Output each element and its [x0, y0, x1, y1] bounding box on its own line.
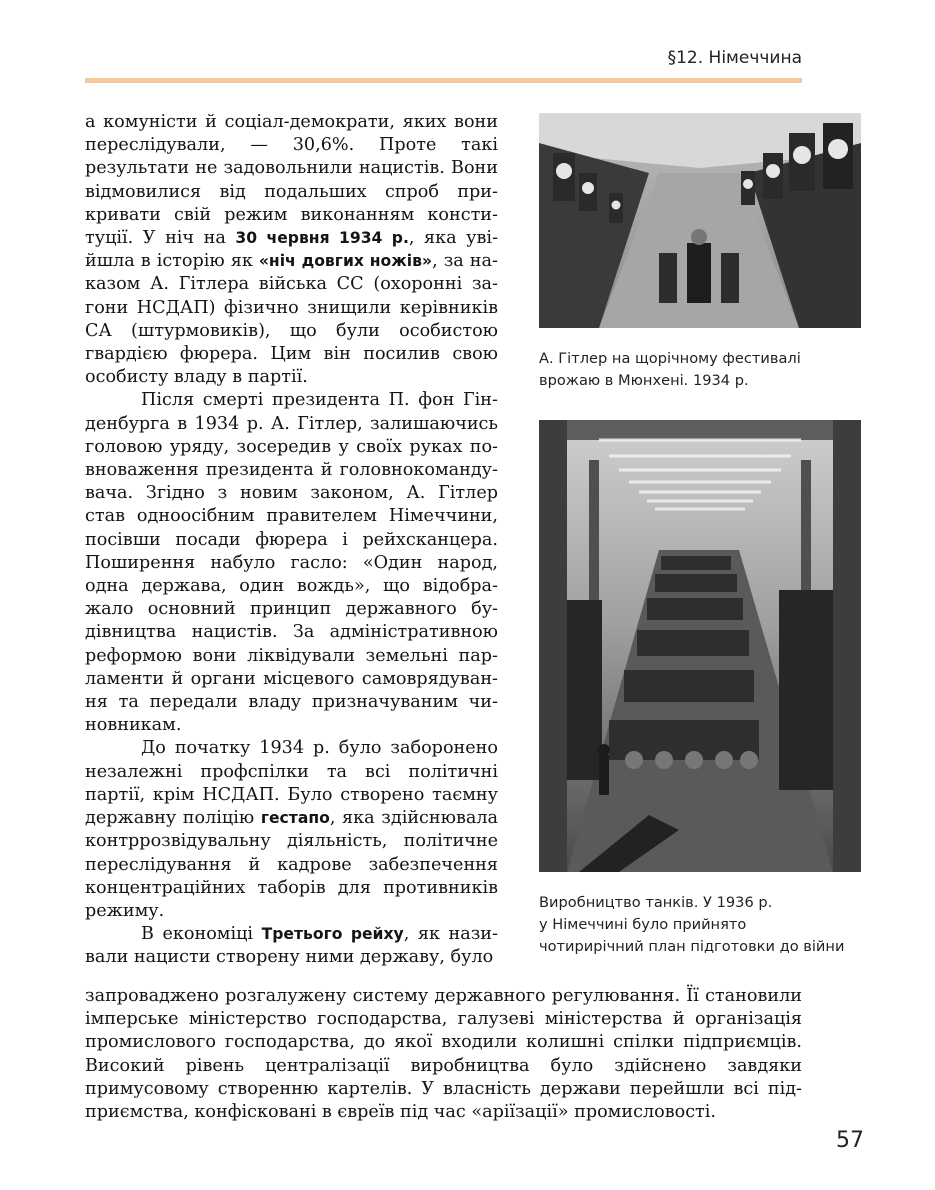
highlight-date: 30 червня 1934 р. — [235, 229, 409, 248]
page-number: 57 — [836, 1128, 864, 1153]
paragraph-1: а комуністи й соціал-демократи, яких вони переслідували, — 30,6%. Проте такі результати не задовольнили нацистів. Вони відмовилися від подальших спроб прикривати свій режим виконанням конституції. У ніч на 30 червня 1934 р., яка увійшла в історію як «ніч довгих ножів», за наказом А. Гітлера війська СС (охоронні загони НСДАП) фізично знищили керівників СА (штурмовиків), що були особистою гвардією фюрера. Цим він посилив свою особисту владу в партії. — [85, 112, 499, 388]
section-header: §12. Німеччина — [667, 48, 802, 68]
highlight-term: Третього рейху — [261, 925, 404, 944]
tank-factory-photo — [539, 420, 861, 872]
highlight-term: гестапо — [260, 809, 330, 828]
header-rule — [85, 78, 802, 83]
paragraph-2: Після смерті президента П. фон Гінденбурга в 1934 р. А. Гітлер, залишаючись головою уряду, зосередив у своїх руках повноваження президента й головнокомандувача. Згідно з новим законом, А. Гітлер став одноосібним правителем Німеччини, посівши посади фюрера і рейхсканцера. Поширення набуло гасло: «Один народ, одна держава, один вождь», що відображало основний принцип державного будівництва нацистів. За адміністративною реформою вони ліквідували земельні парламенти й органи місцевого самоврядування та передали владу призначуваним чиновникам. — [85, 390, 498, 736]
left-text-column — [85, 111, 498, 970]
festival-photo-drawing — [539, 113, 861, 328]
tank-factory-caption: Виробництво танків. У 1936 р. у Німеччині було прийнято чотирирічний план підготовки до війни — [539, 894, 845, 955]
tank-factory-photo-drawing — [539, 420, 861, 872]
paragraph-4-continuation: запроваджено розгалужену систему державного регулювання. Її становили імперське міністерство господарства, галузеві міністерства й організація промислового господарства, до якої входили колишні спілки підприємців. Високий рівень централізації виробництва було здійснено завдяки примусовому створенню картелів. У власність держави перейшли всі підприємства, конфісковані в євреїв під час «аріїзації» промисловості. — [85, 986, 802, 1123]
festival-photo-caption: А. Гітлер на щорічному фестивалі врожаю в Мюнхені. 1934 р. — [539, 350, 801, 389]
paragraph-4: В економіці Третього рейху, як називали нацисти створену ними державу, було — [85, 924, 498, 968]
full-width-text — [85, 985, 802, 1124]
paragraph-3: До початку 1934 р. було заборонено незалежні профспілки та всі політичні партії, крім НСДАП. Було створено таємну державну поліцію гестапо, яка здійснювала контррозвідувальну діяльність, політичне переслідування й кадрове забезпечення концентраційних таборів для противників режиму. — [85, 738, 498, 921]
festival-photo — [539, 113, 861, 328]
highlight-term: «ніч довгих ножів» — [258, 252, 433, 271]
